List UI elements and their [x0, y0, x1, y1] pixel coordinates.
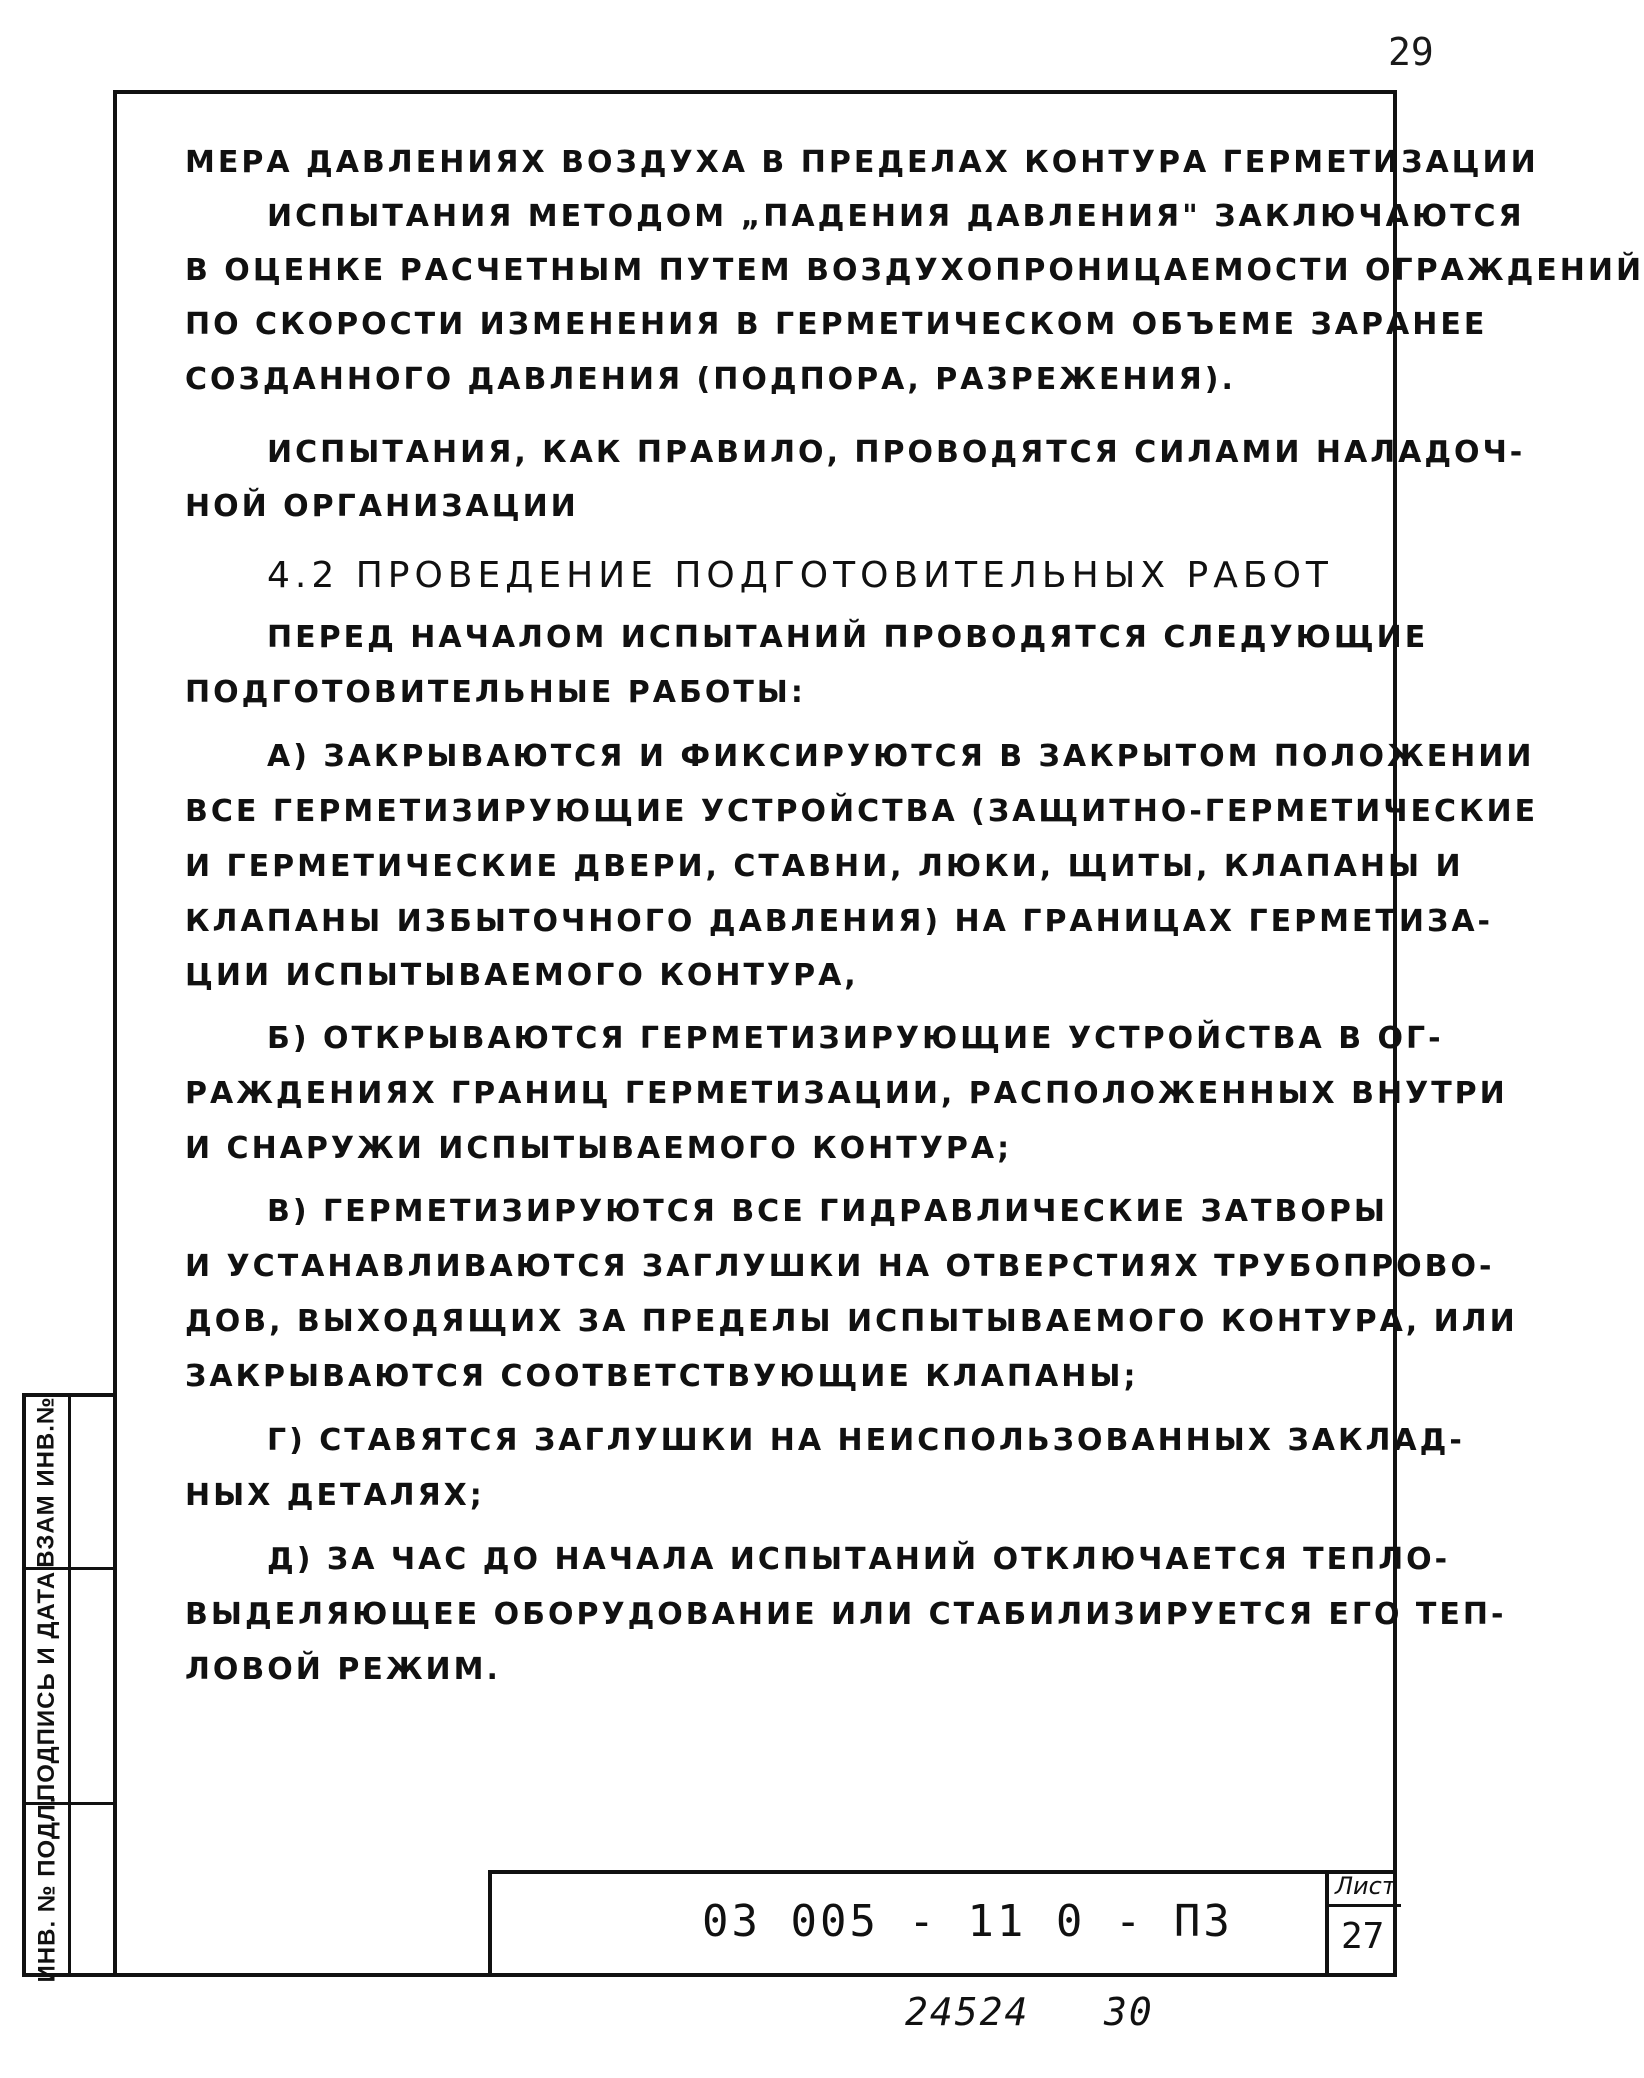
body-line: ПЕРЕД НАЧАЛОМ ИСПЫТАНИЙ ПРОВОДЯТСЯ СЛЕДУЮЩИЕ	[267, 620, 1429, 655]
body-line: ЦИИ ИСПЫТЫВАЕМОГО КОНТУРА,	[185, 958, 859, 993]
body-line: ВЫДЕЛЯЮЩЕЕ ОБОРУДОВАНИЕ ИЛИ СТАБИЛИЗИРУЕТСЯ ЕГО ТЕП-	[185, 1597, 1507, 1632]
section-heading: 4.2 ПРОВЕДЕНИЕ ПОДГОТОВИТЕЛЬНЫХ РАБОТ	[267, 555, 1333, 596]
document-code: 03 005 - 11 0 - П3	[702, 1896, 1233, 1947]
side-stamp-cell	[28, 1570, 66, 1802]
sheet-cell	[1325, 1870, 1401, 1977]
corner-page-number: 29	[1388, 30, 1434, 74]
body-line: НОЙ ОРГАНИЗАЦИИ	[185, 489, 579, 524]
list-item-b: Б) ОТКРЫВАЮТСЯ ГЕРМЕТИЗИРУЮЩИЕ УСТРОЙСТВА В ОГ-	[267, 1021, 1444, 1056]
sheet-label: Лист	[1335, 1872, 1396, 1900]
title-block	[488, 1870, 1397, 1977]
body-line: ЛОВОЙ РЕЖИМ.	[185, 1652, 501, 1687]
archive-number: 24524 30	[905, 1990, 1154, 2034]
body-line: И ГЕРМЕТИЧЕСКИЕ ДВЕРИ, СТАВНИ, ЛЮКИ, ЩИТЫ, КЛАПАНЫ И	[185, 849, 1464, 884]
body-line: ПОДГОТОВИТЕЛЬНЫЕ РАБОТЫ:	[185, 675, 806, 710]
side-stamp-cell	[28, 1397, 66, 1567]
list-item-d: Д) ЗА ЧАС ДО НАЧАЛА ИСПЫТАНИЙ ОТКЛЮЧАЕТСЯ ТЕПЛО-	[267, 1542, 1451, 1577]
side-stamp-cell	[28, 1795, 66, 1983]
side-stamp-label-original: ИНВ. № ПОДЛ.	[33, 1795, 61, 1983]
side-stamp-table	[22, 1393, 117, 1983]
body-line: РАЖДЕНИЯХ ГРАНИЦ ГЕРМЕТИЗАЦИИ, РАСПОЛОЖЕННЫХ ВНУТРИ	[185, 1076, 1508, 1111]
body-line: ДОВ, ВЫХОДЯЩИХ ЗА ПРЕДЕЛЫ ИСПЫТЫВАЕМОГО КОНТУРА, ИЛИ	[185, 1304, 1518, 1339]
list-item-a: А) ЗАКРЫВАЮТСЯ И ФИКСИРУЮТСЯ В ЗАКРЫТОМ ПОЛОЖЕНИИ	[267, 739, 1535, 774]
side-stamp-label-signature: ПОДПИСЬ И ДАТА	[33, 1570, 60, 1802]
body-line: НЫХ ДЕТАЛЯХ;	[185, 1478, 485, 1513]
sheet-number: 27	[1341, 1916, 1385, 1957]
body-line: ВСЕ ГЕРМЕТИЗИРУЮЩИЕ УСТРОЙСТВА (ЗАЩИТНО-ГЕРМЕТИЧЕСКИЕ	[185, 794, 1539, 829]
list-item-v: В) ГЕРМЕТИЗИРУЮТСЯ ВСЕ ГИДРАВЛИЧЕСКИЕ ЗАТВОРЫ	[267, 1194, 1388, 1229]
body-line: МЕРА ДАВЛЕНИЯХ ВОЗДУХА В ПРЕДЕЛАХ КОНТУРА ГЕРМЕТИЗАЦИИ	[185, 145, 1539, 180]
body-line: И СНАРУЖИ ИСПЫТЫВАЕМОГО КОНТУРА;	[185, 1131, 1013, 1166]
body-line: ИСПЫТАНИЯ, КАК ПРАВИЛО, ПРОВОДЯТСЯ СИЛАМИ НАЛАДОЧ-	[267, 435, 1526, 470]
body-line: В ОЦЕНКЕ РАСЧЕТНЫМ ПУТЕМ ВОЗДУХОПРОНИЦАЕМОСТИ ОГРАЖДЕНИЙ	[185, 253, 1644, 288]
body-line: КЛАПАНЫ ИЗБЫТОЧНОГО ДАВЛЕНИЯ) НА ГРАНИЦАХ ГЕРМЕТИЗА-	[185, 904, 1493, 939]
body-line: ПО СКОРОСТИ ИЗМЕНЕНИЯ В ГЕРМЕТИЧЕСКОМ ОБЪЕМЕ ЗАРАНЕЕ	[185, 307, 1488, 342]
body-line: И УСТАНАВЛИВАЮТСЯ ЗАГЛУШКИ НА ОТВЕРСТИЯХ ТРУБОПРОВО-	[185, 1249, 1495, 1284]
side-stamp-label-replacement: ВЗАМ ИНВ.№	[33, 1396, 61, 1568]
list-item-g: Г) СТАВЯТСЯ ЗАГЛУШКИ НА НЕИСПОЛЬЗОВАННЫХ ЗАКЛАД-	[267, 1423, 1465, 1458]
body-line: ИСПЫТАНИЯ МЕТОДОМ „ПАДЕНИЯ ДАВЛЕНИЯ" ЗАКЛЮЧАЮТСЯ	[267, 199, 1525, 234]
sheet-divider	[1329, 1904, 1401, 1907]
side-stamp-column-divider	[68, 1397, 71, 1973]
body-line: СОЗДАННОГО ДАВЛЕНИЯ (ПОДПОРА, РАЗРЕЖЕНИЯ).	[185, 362, 1236, 397]
body-line: ЗАКРЫВАЮТСЯ СООТВЕТСТВУЮЩИЕ КЛАПАНЫ;	[185, 1359, 1139, 1394]
